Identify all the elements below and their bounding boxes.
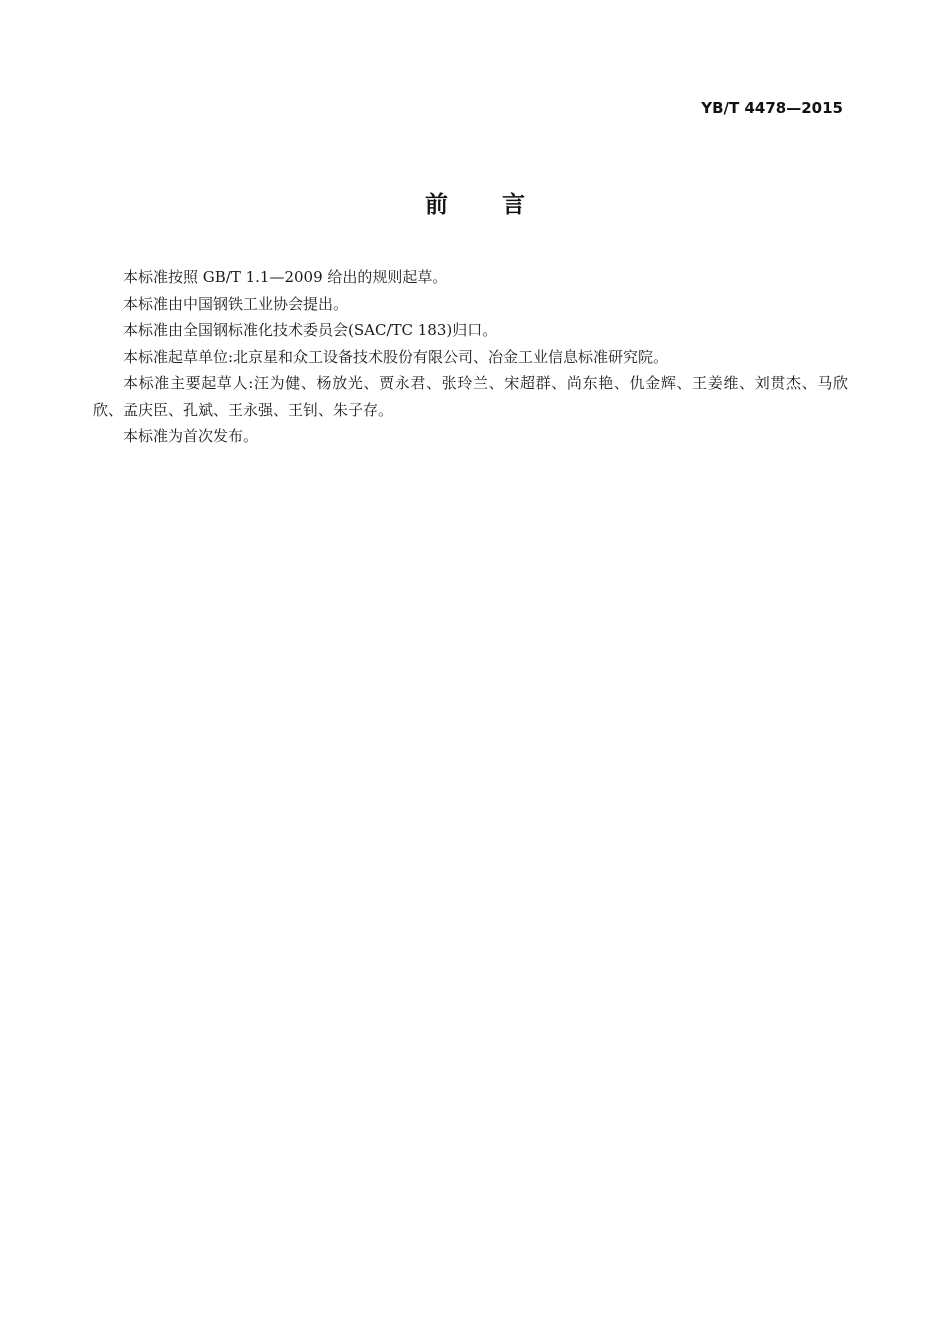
paragraph-proposer: 本标准由中国钢铁工业协会提出。 (123, 294, 349, 313)
standard-code: YB/T 4478—2015 (701, 99, 843, 117)
title-char-1: 前 (425, 192, 448, 218)
paragraph-main-drafters: 本标准主要起草人:汪为健、杨放光、贾永君、张玲兰、宋超群、尚东艳、仇金辉、王姜维、刘贯杰、马欣欣、孟庆臣、孔斌、王永强、王钊、朱子存。 (93, 374, 848, 419)
title-char-2: 言 (502, 192, 525, 218)
paragraph-drafting-units: 本标准起草单位:北京星和众工设备技术股份有限公司、冶金工业信息标准研究院。 (123, 347, 669, 366)
paragraph-centralized-management: 本标准由全国钢标准化技术委员会(SAC/TC 183)归口。 (123, 321, 498, 339)
foreword-body (93, 264, 848, 450)
page-title (0, 186, 950, 219)
paragraph-drafting-rules: 本标准按照 GB/T 1.1—2009 给出的规则起草。 (123, 268, 448, 286)
paragraph-first-release: 本标准为首次发布。 (123, 427, 259, 445)
